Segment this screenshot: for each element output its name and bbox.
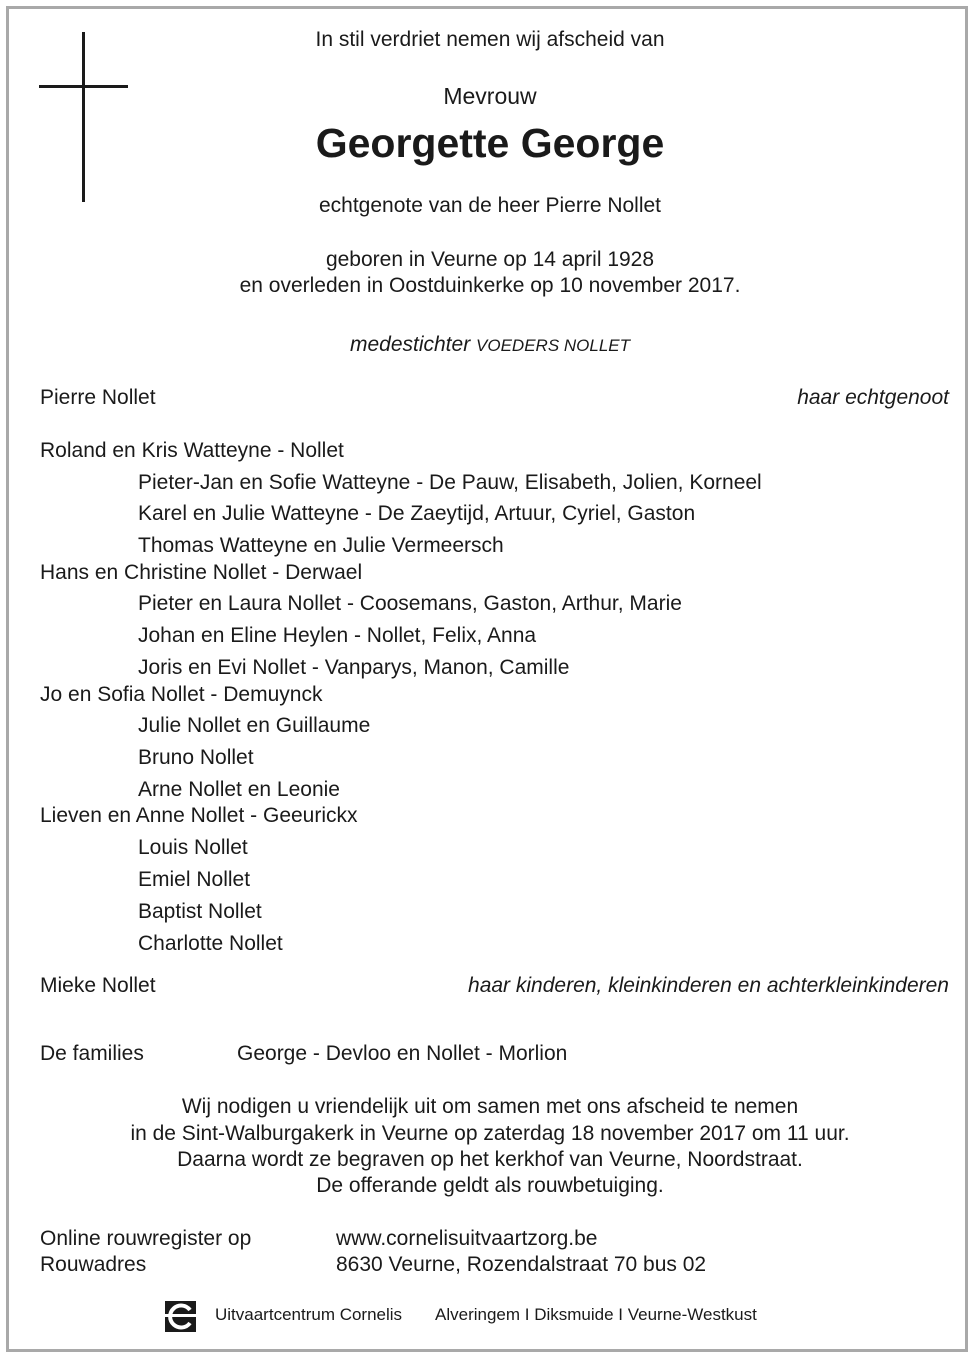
invitation-line: De offerande geldt als rouwbetuiging. [316, 1174, 664, 1197]
invitation-line: Wij nodigen u vriendelijk uit om samen met ons afscheid te nemen [181, 1095, 799, 1118]
died-line: en overleden in Oostduinkerke op 10 november 2017. [239, 274, 741, 297]
cornelis-logo-icon [165, 1301, 196, 1332]
spouse-line: echtgenote van de heer Pierre Nollet [318, 194, 662, 217]
child-line: Hans en Christine Nollet - Derwael [40, 561, 363, 584]
spouse-name: Pierre Nollet [40, 386, 156, 409]
families-names: George - Devloo en Nollet - Morlion [237, 1042, 568, 1065]
founder-line [0, 332, 980, 359]
address-value: 8630 Veurne, Rozendalstraat 70 bus 02 [336, 1253, 707, 1276]
founder-prefix: medestichter [349, 333, 471, 356]
born-line: geboren in Veurne op 14 april 1928 [325, 248, 655, 271]
grandchild-line: Pieter en Laura Nollet - Coosemans, Gaston, Arthur, Marie [138, 592, 682, 615]
grandchild-line: Pieter-Jan en Sofie Watteyne - De Pauw, Elisabeth, Jolien, Korneel [138, 471, 762, 494]
founder-company: VOEDERS NOLLET [476, 336, 631, 355]
child-line: Jo en Sofia Nollet - Demuynck [40, 683, 323, 706]
spouse-relation: haar echtgenoot [797, 386, 949, 409]
child-line: Roland en Kris Watteyne - Nollet [40, 439, 344, 462]
invitation-line: Daarna wordt ze begraven op het kerkhof van Veurne, Noordstraat. [177, 1148, 803, 1171]
grandchild-line: Julie Nollet en Guillaume [138, 714, 371, 737]
families-label: De families [40, 1042, 144, 1065]
grandchild-line: Louis Nollet [138, 836, 248, 859]
grandchild-line: Emiel Nollet [138, 868, 251, 891]
address-label: Rouwadres [40, 1253, 147, 1276]
grandchild-line: Johan en Eline Heylen - Nollet, Felix, Anna [138, 624, 537, 647]
grandchild-line: Arne Nollet en Leonie [138, 778, 340, 801]
footer-locations: Alveringem I Diksmuide I Veurne-Westkust [435, 1305, 757, 1324]
grandchild-line: Bruno Nollet [138, 746, 254, 769]
grandchild-line: Charlotte Nollet [138, 932, 283, 955]
invitation-line: in de Sint-Walburgakerk in Veurne op zaterdag 18 november 2017 om 11 uur. [130, 1122, 850, 1145]
cross-icon [82, 32, 85, 202]
grandchild-line: Karel en Julie Watteyne - De Zaeytijd, Artuur, Cyriel, Gaston [138, 502, 696, 525]
deceased-name: Georgette George [315, 120, 665, 166]
footer-company: Uitvaartcentrum Cornelis [215, 1305, 403, 1324]
children-relation: haar kinderen, kleinkinderen en achterkleinkinderen [468, 974, 949, 997]
grandchild-line: Baptist Nollet [138, 900, 262, 923]
grandchild-line: Thomas Watteyne en Julie Vermeersch [138, 534, 504, 557]
register-label: Online rouwregister op [40, 1227, 252, 1250]
register-url[interactable]: www.cornelisuitvaartzorg.be [336, 1227, 598, 1250]
salutation: Mevrouw [443, 83, 537, 109]
grandchild-line: Joris en Evi Nollet - Vanparys, Manon, Camille [138, 656, 570, 679]
child-line: Lieven en Anne Nollet - Geeurickx [40, 804, 358, 827]
intro-line: In stil verdriet nemen wij afscheid van [315, 28, 665, 51]
last-child-name: Mieke Nollet [40, 974, 156, 997]
